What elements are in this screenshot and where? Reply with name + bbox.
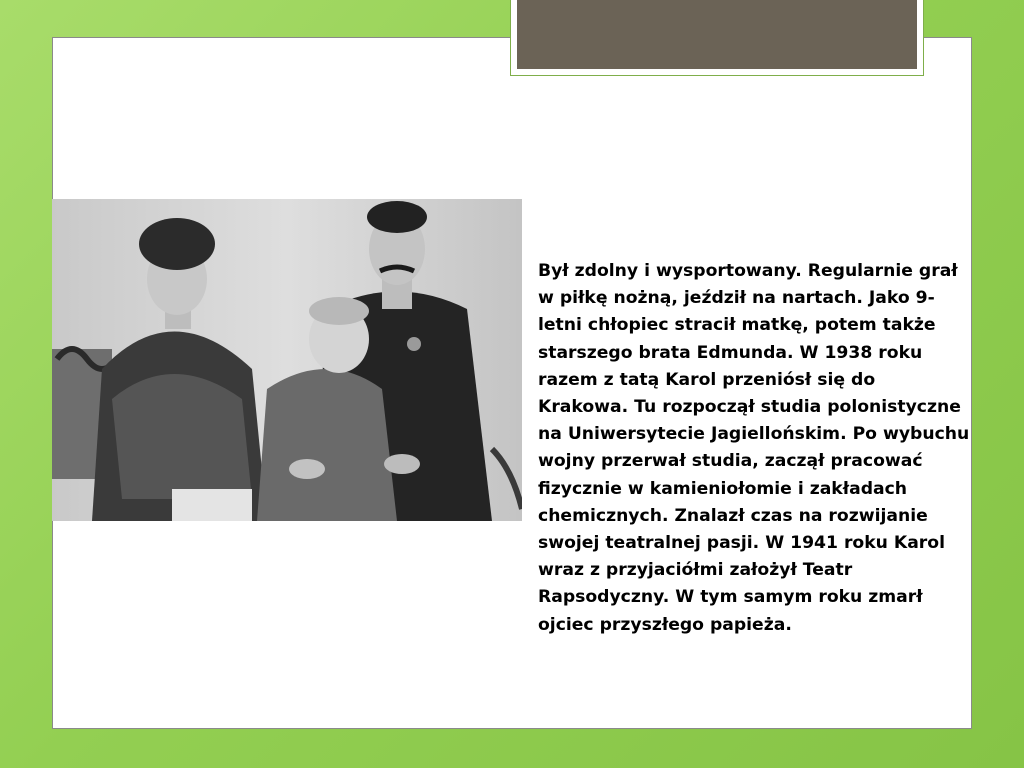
family-photo — [52, 199, 522, 521]
title-bar — [517, 0, 917, 69]
family-photo-drawing — [52, 199, 522, 521]
body-text: Był zdolny i wysportowany. Regularnie grał w piłkę nożną, jeździł na nartach. Jako 9-letni chłopiec stracił matkę, potem także starszego brata Edmunda. W 1938 roku razem z tatą Karol przeniósł się do Krakowa. Tu rozpoczął studia polonistyczne na Uniwersytecie Jagiellońskim. Po wybuchu wojny przerwał studia, zaczął pracować fizycznie w kamieniołomie i zakładach chemicznych. Znalazł czas na rozwijanie swojej teatralnej pasji. W 1941 roku Karol wraz z przyjaciółmi założył Teatr Rapsodyczny. W tym samym roku zmarł ojciec przyszłego papieża. — [538, 261, 970, 635]
title-placeholder-tab — [510, 0, 924, 76]
